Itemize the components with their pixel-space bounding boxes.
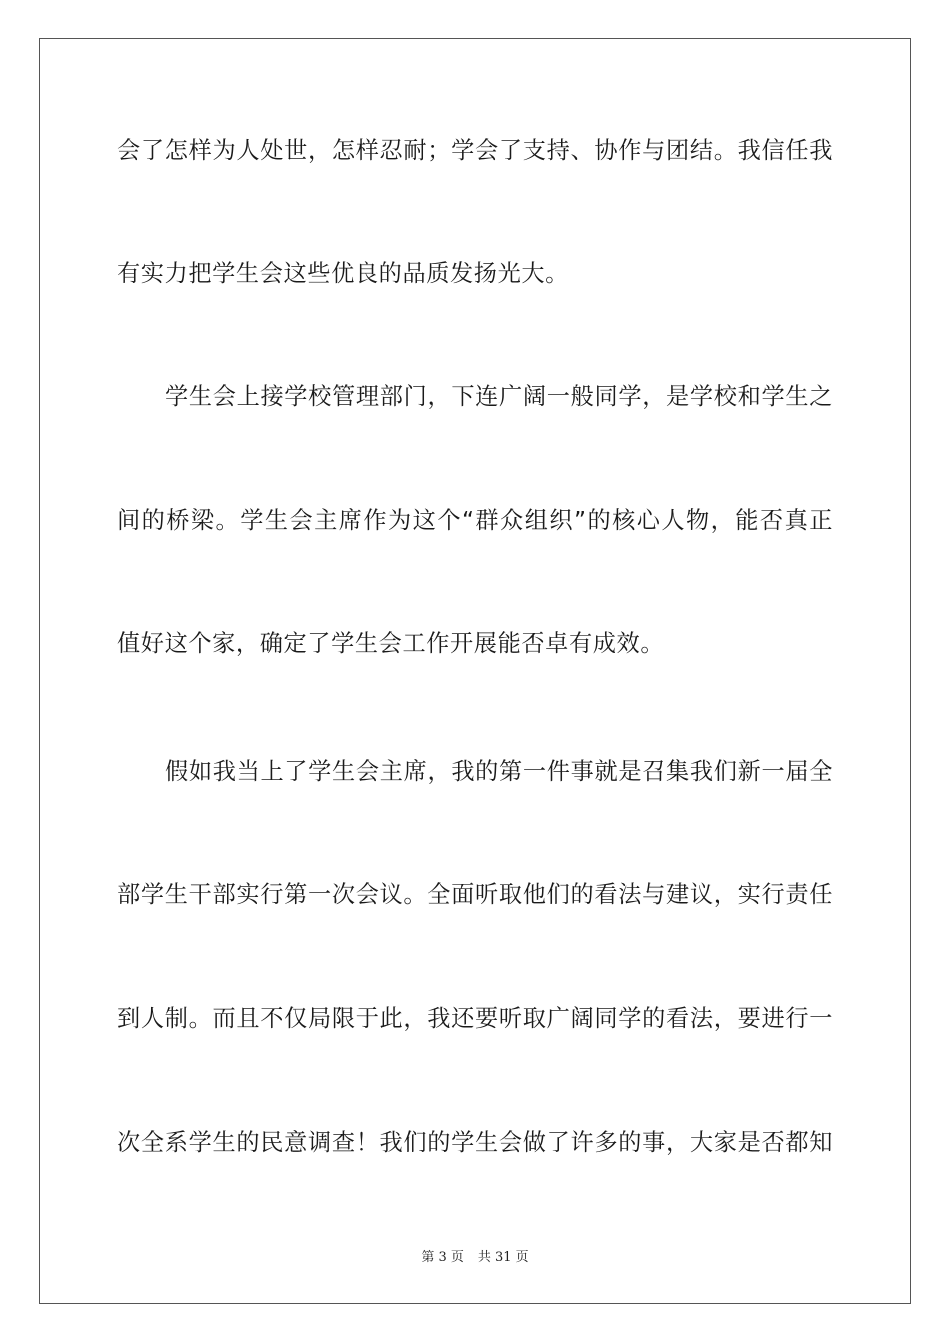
page-border — [39, 38, 911, 1304]
paragraph-line-1: 会了怎样为人处世，怎样忍耐；学会了支持、协作与团结。我信任我 — [117, 137, 833, 164]
page-number: 第 3 页 — [421, 1250, 464, 1265]
page-total: 共 31 页 — [477, 1250, 529, 1265]
page-footer — [0, 1246, 950, 1265]
paragraph-line-8: 到人制。而且不仅局限于此，我还要听取广阔同学的看法，要进行一 — [117, 1005, 833, 1032]
paragraph-line-2: 有实力把学生会这些优良的品质发扬光大。 — [117, 260, 569, 287]
paragraph-line-4: 间的桥梁。学生会主席作为这个“群众组织”的核心人物，能否真正 — [117, 507, 833, 534]
paragraph-line-9: 次全系学生的民意调查！我们的学生会做了许多的事，大家是否都知 — [117, 1129, 833, 1156]
paragraph-line-3: 学生会上接学校管理部门，下连广阔一般同学，是学校和学生之 — [165, 383, 833, 410]
paragraph-line-6: 假如我当上了学生会主席，我的第一件事就是召集我们新一届全 — [165, 758, 833, 785]
paragraph-line-7: 部学生干部实行第一次会议。全面听取他们的看法与建议，实行责任 — [117, 881, 833, 908]
paragraph-line-5: 值好这个家，确定了学生会工作开展能否卓有成效。 — [117, 630, 665, 657]
